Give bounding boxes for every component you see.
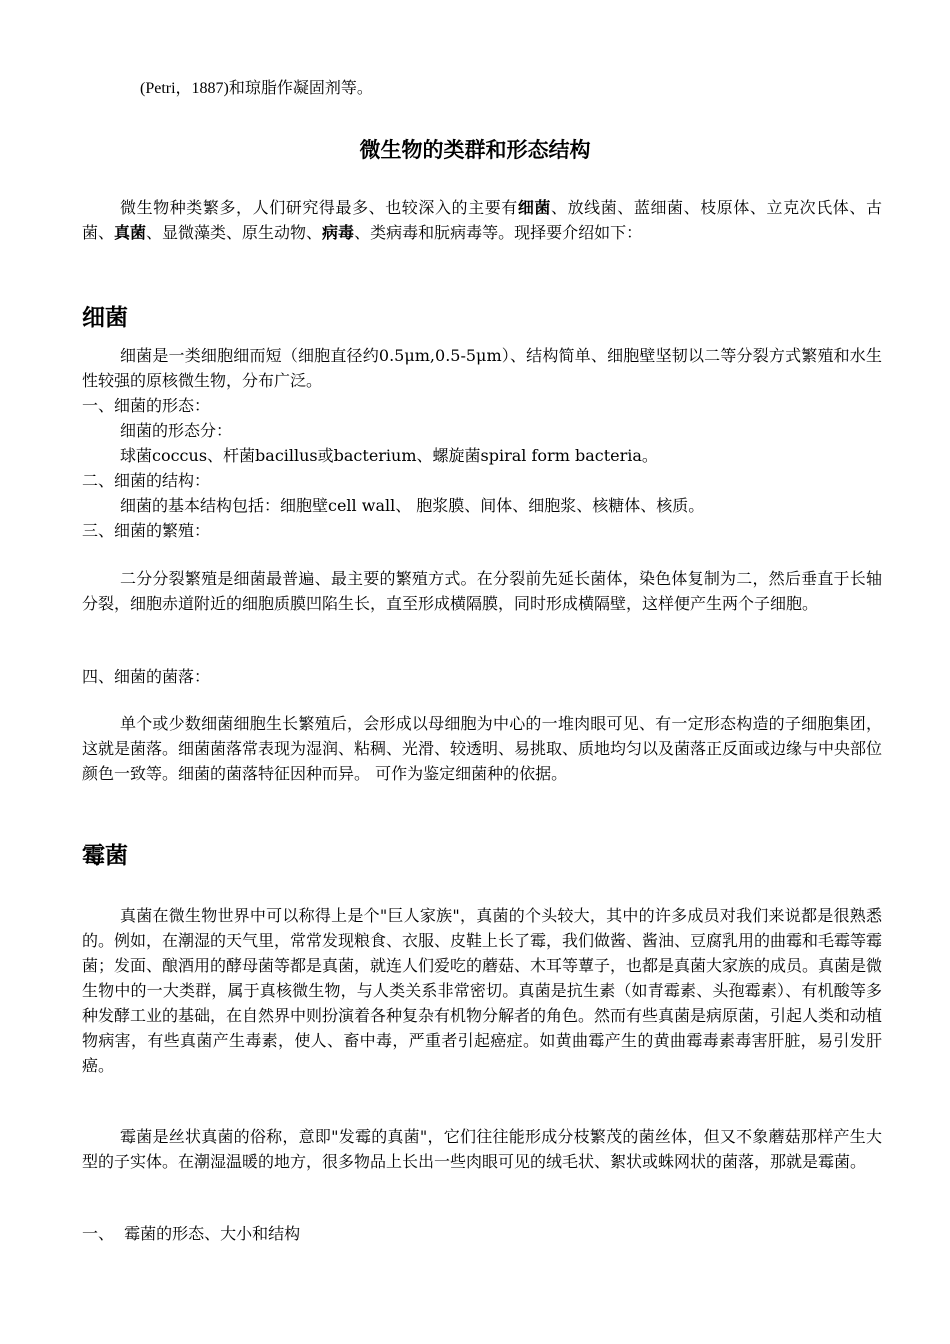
bacteria-morphology-text: 球菌coccus、杆菌bacillus或bacterium、螺旋菌spiral form bacteria。 bbox=[120, 446, 658, 465]
intro-text-4: 、类病毒和朊病毒等。现择要介绍如下： bbox=[354, 223, 643, 242]
bacteria-morphology-subtitle: 细菌的形态分： bbox=[120, 421, 233, 440]
bacteria-structure-text: 细菌的基本结构包括：细胞壁cell wall、 胞浆膜、间体、细胞浆、核糖体、核质。 bbox=[120, 496, 705, 515]
intro-bold-bacteria: 细菌 bbox=[517, 198, 551, 217]
mold-paragraph-2: 霉菌是丝状真菌的俗称，意即"发霉的真菌"，它们往往能形成分枝繁茂的菌丝体，但又不象蘑菇那样产生大型的子实体。在潮湿温暖的地方，很多物品上长出一些肉眼可见的绒毛状、絮状或蛛网状的菌落，那就是霉菌。 bbox=[82, 1127, 882, 1171]
intro-text-3: 、显微藻类、原生动物、 bbox=[146, 223, 323, 242]
page-title: 微生物的类群和形态结构 bbox=[359, 138, 591, 162]
section-heading-bacteria: 细菌 bbox=[82, 305, 128, 331]
intro-text-2: 、放线菌、蓝细菌、枝原体、立克次氏体、古菌、 bbox=[82, 198, 882, 242]
intro-bold-fungi: 真菌 bbox=[114, 223, 147, 242]
bacteria-description: 细菌是一类细胞细而短（细胞直径约0.5μm,0.5-5μm）、结构简单、细胞壁坚韧以二等分裂方式繁殖和水生性较强的原核微生物，分布广泛。 bbox=[82, 346, 882, 390]
intro-text-1: 微生物种类繁多，人们研究得最多、也较深入的主要有 bbox=[120, 198, 518, 217]
mold-paragraph-1: 真菌在微生物世界中可以称得上是个"巨人家族"，真菌的个头较大，其中的许多成员对我们来说都是很熟悉的。例如，在潮湿的天气里，常常发现粮食、衣服、皮鞋上长了霉，我们做酱、酱油、豆腐乳用的曲霉和毛霉等霉菌；发面、酿酒用的酵母菌等都是真菌，就连人们爱吃的蘑菇、木耳等蕈子，也都是真菌大家族的成员。真菌是微生物中的一大类群，属于真核微生物，与人类关系非常密切。真菌是抗生素（如青霉素、头孢霉素）、有机酸等多种发酵工业的基础，在自然界中则扮演着各种复杂有机物分解者的角色。然而有些真菌是病原菌，引起人类和动植物病害，有些真菌产生毒素，使人、畜中毒，严重者引起癌症。如黄曲霉产生的黄曲霉毒素毒害肝脏，易引发肝癌。 bbox=[82, 906, 883, 1075]
mold-morphology-title: 一、 霉菌的形态、大小和结构 bbox=[82, 1224, 301, 1243]
intro-bold-virus: 病毒 bbox=[322, 223, 355, 242]
bacteria-reproduction-text: 二分分裂繁殖是细菌最普遍、最主要的繁殖方式。在分裂前先延长菌体，染色体复制为二，然后垂直于长轴分裂，细胞赤道附近的细胞质膜凹陷生长，直至形成横隔膜，同时形成横隔壁，这样便产生两个子细胞。 bbox=[82, 569, 882, 613]
section-heading-mold: 霉菌 bbox=[82, 843, 128, 869]
bacteria-colony-title: 四、细菌的菌落： bbox=[82, 667, 211, 686]
bacteria-reproduction-title: 三、细菌的繁殖： bbox=[82, 521, 211, 540]
bacteria-morphology-title: 一、细菌的形态： bbox=[82, 396, 211, 415]
continuation-line: (Petri，1887)和琼脂作凝固剂等。 bbox=[140, 80, 373, 97]
intro-paragraph bbox=[82, 195, 882, 245]
bacteria-structure-title: 二、细菌的结构： bbox=[82, 471, 211, 490]
bacteria-colony-text: 单个或少数细菌细胞生长繁殖后，会形成以母细胞为中心的一堆肉眼可见、有一定形态构造的子细胞集团，这就是菌落。细菌菌落常表现为湿润、粘稠、光滑、较透明、易挑取、质地均匀以及菌落正反面或边缘与中央部位颜色一致等。细菌的菌落特征因种而异。 可作为鉴定细菌种的依据。 bbox=[82, 714, 883, 783]
